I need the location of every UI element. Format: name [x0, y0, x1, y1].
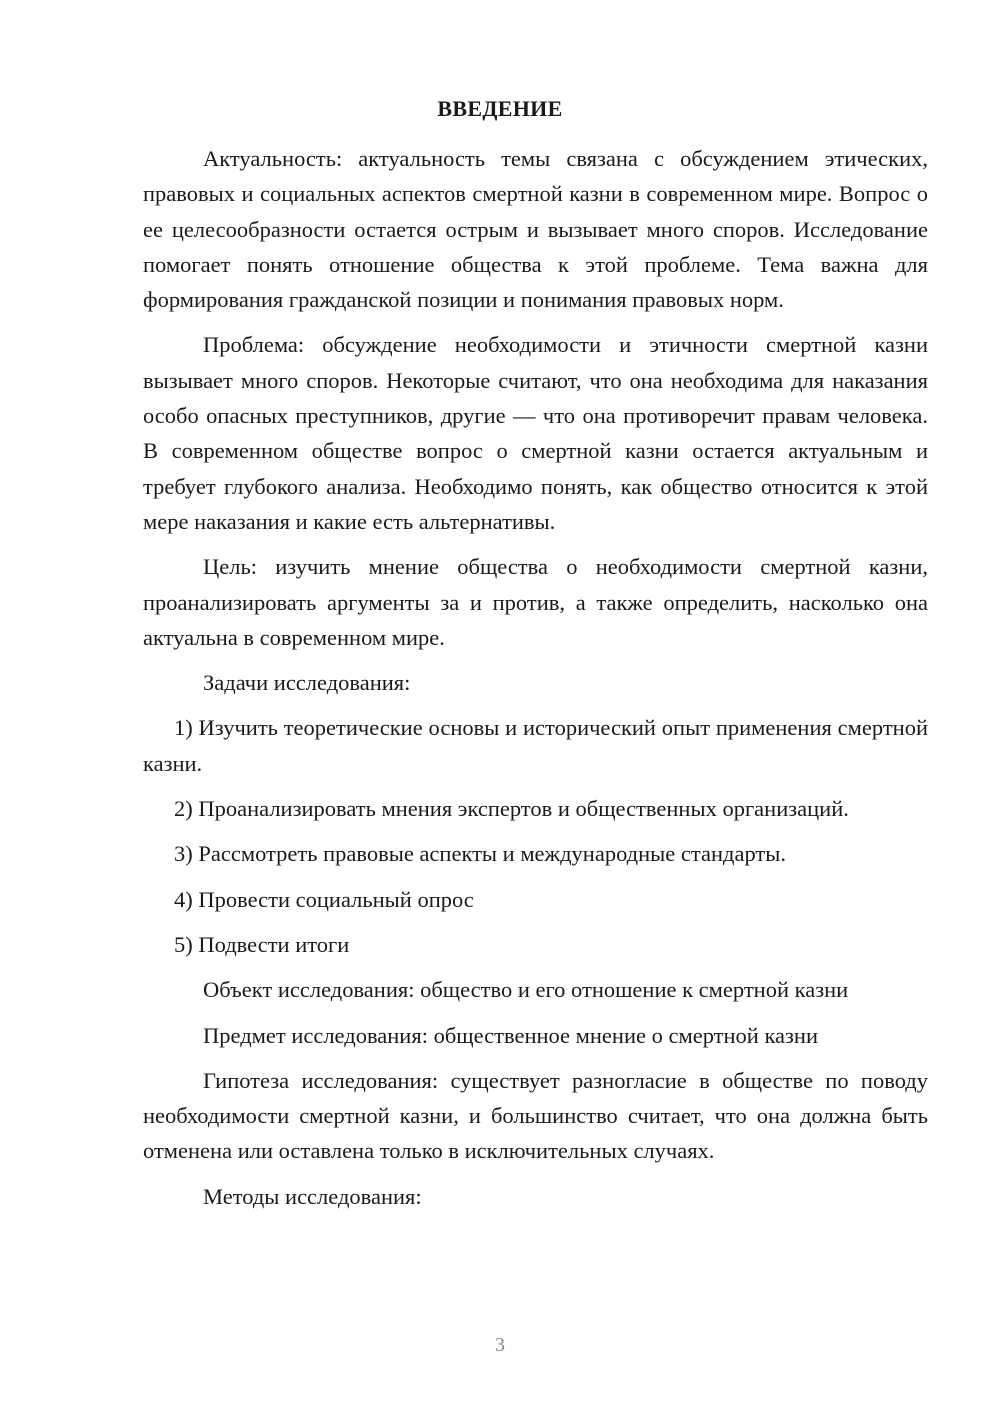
page-number: 3: [495, 1334, 505, 1356]
tasks-heading: Задачи исследования:: [203, 670, 411, 696]
paragraph-problem: Проблема: обсуждение необходимости и этичности смертной казни вызывает много споров. Некоторые считают, что она необходима для наказания особо опасных преступников, другие — что она противоречит правам человека. В современном обществе вопрос о смертной казни остается актуальным и требует глубокого анализа. Необходимо понять, как общество относится к этой мере наказания и какие есть альтернативы.: [143, 332, 928, 534]
task-item-5: 5) Подвести итоги: [174, 931, 350, 957]
paragraph-relevance: Актуальность: актуальность темы связана с обсуждением этических, правовых и социальных аспектов смертной казни в современном мире. Вопрос о ее целесообразности остается острым и вызывает много споров. Исследование помогает понять отношение общества к этой проблеме. Тема важна для формирования гражданской позиции и понимания правовых норм.: [143, 146, 928, 313]
task-item-4: 4) Провести социальный опрос: [174, 886, 474, 912]
methods-heading: Методы исследования:: [203, 1183, 422, 1209]
document-body: [143, 141, 928, 1214]
task-item-2: 2) Проанализировать мнения экспертов и общественных организаций.: [174, 796, 849, 822]
paragraph-hypothesis: Гипотеза исследования: существует разногласие в обществе по поводу необходимости смертной казни, и большинство считает, что она должна быть отменена или оставлена только в исключительных случаях.: [143, 1067, 928, 1164]
paragraph-subject: Предмет исследования: общественное мнение о смертной казни: [203, 1022, 818, 1048]
task-item-1: 1) Изучить теоретические основы и исторический опыт применения смертной казни.: [143, 715, 928, 776]
paragraph-goal: Цель: изучить мнение общества о необходимости смертной казни, проанализировать аргументы за и против, а также определить, насколько она актуальна в современном мире.: [143, 554, 928, 650]
task-item-3: 3) Рассмотреть правовые аспекты и международные стандарты.: [174, 841, 786, 867]
page-title: ВВЕДЕНИЕ: [437, 96, 563, 121]
paragraph-object: Объект исследования: общество и его отношение к смертной казни: [203, 977, 849, 1003]
